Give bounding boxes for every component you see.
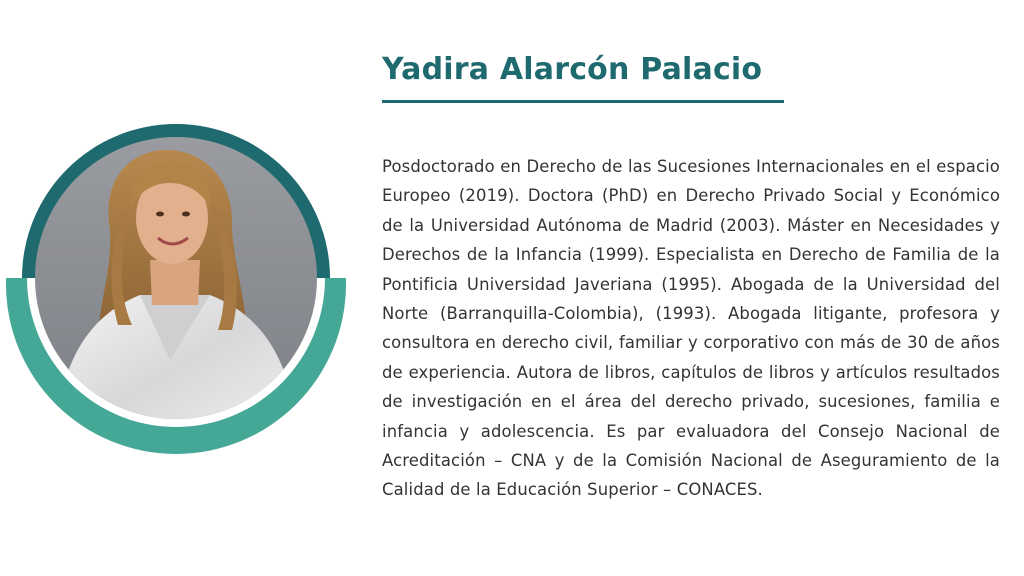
portrait-frame bbox=[0, 110, 360, 470]
person-name: Yadira Alarcón Palacio bbox=[382, 52, 763, 87]
portrait-graphic bbox=[0, 110, 360, 470]
biography-text: Posdoctorado en Derecho de las Sucesiones Internacionales en el espacio Europeo (2019). Doctora (PhD) en Derecho Privado Social y Económico de la Universidad Autónoma de Madrid (2003). Máster en Necesidades y Derechos de la Infancia (1999). Especialista en Derecho de Familia de la Pontificia Universidad Javeriana (1995). Abogada de la Universidad del Norte (Barranquilla-Colombia), (1993). Abogada litigante, profesora y consultora en derecho civil, familiar y corporativo con más de 30 de años de experiencia. Autora de libros, capítulos de libros y artículos resultados de investigación en el área del derecho privado, sucesiones, familia e infancia y adolescencia. Es par evaluadora del Consejo Nacional de Acreditación – CNA y de la Comisión Nacional de Aseguramiento de la Calidad de la Educación Superior – CONACES. bbox=[382, 157, 1000, 500]
name-underline bbox=[382, 100, 784, 103]
